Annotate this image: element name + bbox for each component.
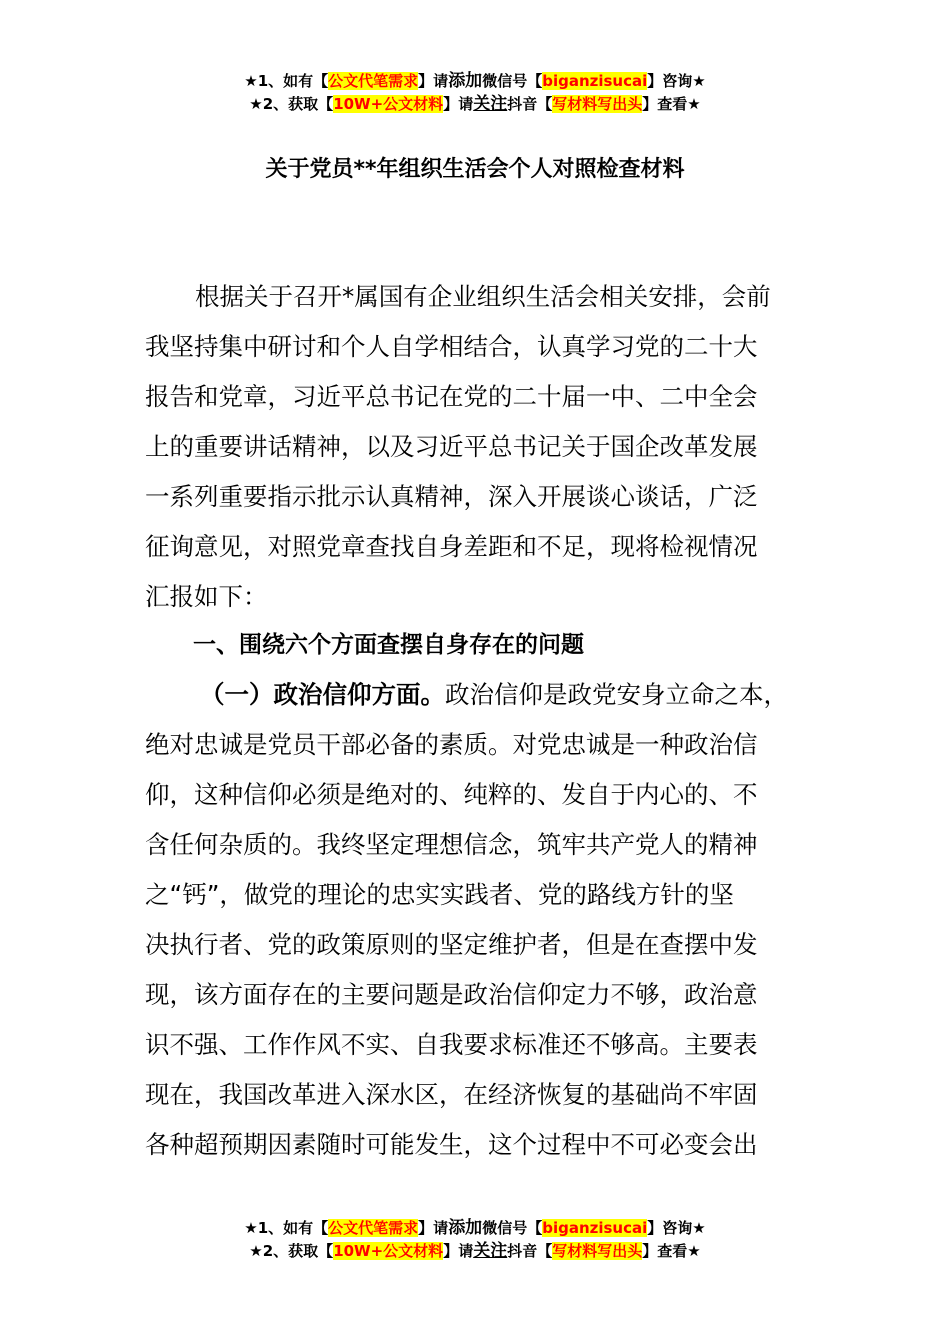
paragraph-text: 政治信仰是政党安身立命之本， xyxy=(445,680,788,709)
materials-highlight: 10W+公文材料 xyxy=(333,95,444,113)
paragraph-line: 征询意见，对照党章查找自身差距和不足，现将检视情况 xyxy=(145,532,758,561)
paragraph-line: 现，该方面存在的主要问题是政治信仰定力不够，政治意 xyxy=(145,980,758,1009)
banner-text: 】咨询★ xyxy=(647,1219,706,1237)
service-highlight: 公文代笔需求 xyxy=(328,1219,419,1237)
banner-text: 】请 xyxy=(418,1219,449,1237)
paragraph-line: 识不强、工作作风不实、自我要求标准还不够高。主要表 xyxy=(145,1030,758,1059)
header-banner xyxy=(0,70,950,116)
paragraph-line: 根据关于召开*属国有企业组织生活会相关安排，会前 xyxy=(195,282,771,311)
banner-line-2 xyxy=(0,93,950,116)
paragraph-line: 现在，我国改革进入深水区，在经济恢复的基础尚不牢固 xyxy=(145,1080,758,1109)
banner-text: 微信号【 xyxy=(482,1219,543,1237)
footer-banner xyxy=(0,1217,950,1263)
banner-line-1 xyxy=(0,1217,950,1240)
materials-highlight: 10W+公文材料 xyxy=(333,1242,444,1260)
banner-text: 抖音【 xyxy=(507,95,553,113)
document-title: 关于党员**年组织生活会个人对照检查材料 xyxy=(265,157,685,182)
paragraph-line: 含任何杂质的。我终坚定理想信念，筑牢共产党人的精神 xyxy=(145,830,758,859)
paragraph-line: 决执行者、党的政策原则的坚定维护者，但是在查摆中发 xyxy=(145,930,758,959)
banner-text: 】查看★ xyxy=(642,95,701,113)
banner-emphasis: 添加 xyxy=(448,71,483,91)
paragraph-line: 各种超预期因素随时可能发生，这个过程中不可必变会出 xyxy=(145,1130,758,1159)
banner-text: ★1、如有【 xyxy=(244,72,329,90)
service-highlight: 公文代笔需求 xyxy=(328,72,419,90)
paragraph-line: 之“钙”，做党的理论的忠实实践者、党的路线方针的坚 xyxy=(145,880,734,909)
banner-emphasis: 关注 xyxy=(473,94,508,114)
paragraph-line: 绝对忠诚是党员干部必备的素质。对党忠诚是一种政治信 xyxy=(145,730,758,759)
banner-text: 】请 xyxy=(443,95,474,113)
paragraph-line: 汇报如下： xyxy=(145,582,268,611)
wechat-id-highlight: biganzisucai xyxy=(542,1219,648,1237)
banner-text: ★2、获取【 xyxy=(249,95,334,113)
paragraph-line: 我坚持集中研讨和个人自学相结合，认真学习党的二十大 xyxy=(145,332,758,361)
banner-text: 抖音【 xyxy=(507,1242,553,1260)
banner-text: 】请 xyxy=(418,72,449,90)
banner-emphasis: 关注 xyxy=(473,1241,508,1261)
paragraph-line: 上的重要讲话精神，以及习近平总书记关于国企改革发展 xyxy=(145,432,758,461)
douyin-id-highlight: 写材料写出头 xyxy=(552,1242,643,1260)
paragraph-political-belief xyxy=(145,670,825,1170)
banner-text: ★1、如有【 xyxy=(244,1219,329,1237)
section-heading: 一、围绕六个方面查摆自身存在的问题 xyxy=(193,632,584,658)
paragraph-line: 报告和党章，习近平总书记在党的二十届一中、二中全会 xyxy=(145,382,758,411)
douyin-id-highlight: 写材料写出头 xyxy=(552,95,643,113)
wechat-id-highlight: biganzisucai xyxy=(542,72,648,90)
paragraph-line xyxy=(145,670,825,720)
banner-text: 】请 xyxy=(443,1242,474,1260)
banner-emphasis: 添加 xyxy=(448,1218,483,1238)
banner-line-2 xyxy=(0,1240,950,1263)
banner-text: ★2、获取【 xyxy=(249,1242,334,1260)
paragraph-line: 仰，这种信仰必须是绝对的、纯粹的、发自于内心的、不 xyxy=(145,780,758,809)
paragraph-intro xyxy=(145,272,825,622)
banner-line-1 xyxy=(0,70,950,93)
banner-text: 微信号【 xyxy=(482,72,543,90)
banner-text: 】咨询★ xyxy=(647,72,706,90)
subsection-heading: （一）政治信仰方面。 xyxy=(200,680,445,709)
banner-text: 】查看★ xyxy=(642,1242,701,1260)
paragraph-line: 一系列重要指示批示认真精神，深入开展谈心谈话，广泛 xyxy=(145,482,758,511)
